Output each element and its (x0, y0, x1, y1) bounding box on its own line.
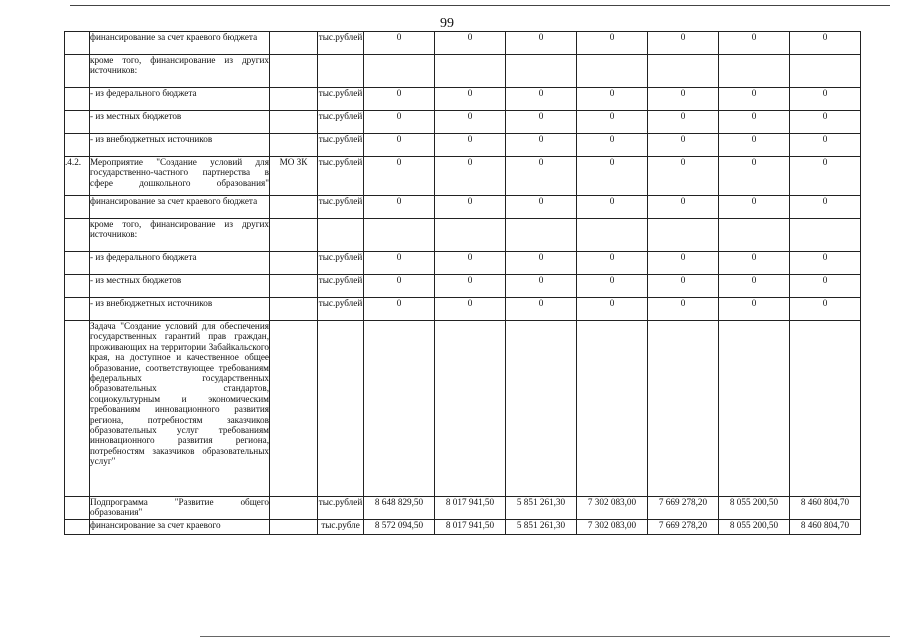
row-value-cell (435, 321, 506, 497)
table-row (65, 32, 861, 55)
row-value-cell (648, 219, 719, 252)
row-value-cell: 7 302 083,00 (577, 497, 648, 520)
row-description-cell: финансирование за счет краевого бюджета (90, 196, 270, 219)
row-executor-cell (270, 298, 318, 321)
row-unit-cell (318, 219, 364, 252)
row-value-cell: 0 (364, 275, 435, 298)
row-code-cell (65, 321, 90, 497)
row-value-cell: 0 (506, 111, 577, 134)
row-value-cell: 0 (506, 252, 577, 275)
row-executor-cell (270, 134, 318, 157)
row-value-cell: 0 (648, 32, 719, 55)
row-value-cell (790, 321, 861, 497)
row-description-cell: - из местных бюджетов (90, 111, 270, 134)
row-value-cell: 0 (648, 298, 719, 321)
row-unit-cell: тыс.рублей (318, 88, 364, 111)
row-value-cell: 8 055 200,50 (719, 497, 790, 520)
row-value-cell (790, 219, 861, 252)
row-description-cell: - из местных бюджетов (90, 275, 270, 298)
row-code-cell (65, 55, 90, 88)
row-value-cell: 0 (648, 275, 719, 298)
row-description-cell: - из внебюджетных источников (90, 298, 270, 321)
row-value-cell: 8 460 804,70 (790, 497, 861, 520)
row-value-cell: 0 (790, 32, 861, 55)
row-executor-cell (270, 111, 318, 134)
row-value-cell: 0 (577, 275, 648, 298)
row-unit-cell: тыс.рублей (318, 157, 364, 196)
row-value-cell (719, 55, 790, 88)
table-row (65, 321, 861, 497)
row-value-cell (790, 55, 861, 88)
row-value-cell: 5 851 261,30 (506, 497, 577, 520)
row-unit-cell: тыс.рублей (318, 134, 364, 157)
row-value-cell: 0 (719, 88, 790, 111)
row-value-cell: 0 (435, 111, 506, 134)
row-value-cell: 0 (506, 88, 577, 111)
row-value-cell: 0 (506, 32, 577, 55)
row-value-cell: 0 (435, 275, 506, 298)
table-row (65, 88, 861, 111)
row-code-cell (65, 252, 90, 275)
row-value-cell: 0 (577, 88, 648, 111)
row-description-cell: финансирование за счет краевого (90, 520, 270, 535)
row-value-cell: 0 (364, 157, 435, 196)
row-value-cell: 0 (790, 88, 861, 111)
row-executor-cell (270, 88, 318, 111)
row-value-cell (577, 219, 648, 252)
row-value-cell: 0 (577, 196, 648, 219)
row-value-cell: 0 (506, 275, 577, 298)
row-code-cell (65, 497, 90, 520)
table-row (65, 196, 861, 219)
table-row (65, 55, 861, 88)
row-executor-cell (270, 32, 318, 55)
row-unit-cell (318, 55, 364, 88)
table-row (65, 134, 861, 157)
row-value-cell: 0 (719, 298, 790, 321)
row-unit-cell: тыс.рублей (318, 275, 364, 298)
row-value-cell: 7 302 083,00 (577, 520, 648, 535)
row-unit-cell: тыс.рублей (318, 298, 364, 321)
row-value-cell (506, 219, 577, 252)
row-value-cell: 0 (648, 157, 719, 196)
row-description-cell: финансирование за счет краевого бюджета (90, 32, 270, 55)
row-executor-cell (270, 55, 318, 88)
row-unit-cell: тыс.рублей (318, 111, 364, 134)
row-value-cell: 0 (790, 134, 861, 157)
row-value-cell: 0 (790, 298, 861, 321)
row-value-cell: 0 (790, 111, 861, 134)
row-value-cell (506, 55, 577, 88)
row-executor-cell (270, 275, 318, 298)
row-value-cell (506, 321, 577, 497)
row-value-cell: 0 (577, 111, 648, 134)
row-value-cell (364, 321, 435, 497)
row-value-cell: 0 (648, 111, 719, 134)
row-unit-cell: тыс.рублей (318, 497, 364, 520)
row-code-cell (65, 219, 90, 252)
table-row (65, 219, 861, 252)
row-value-cell (577, 321, 648, 497)
row-value-cell: 0 (648, 134, 719, 157)
row-code-cell (65, 111, 90, 134)
row-value-cell: 0 (577, 157, 648, 196)
row-value-cell: 0 (790, 275, 861, 298)
row-description-cell: Задача "Создание условий для обеспечения государственных гарантий прав граждан, проживающих на территории Забайкальского края, на доступное и качественное общее образование, соответствующее требованиям федеральных государственных образовательных стандартов, социокультурным и экономическим требованиям инновационного развития региона, потребностям заказчиков образовательных услуг требованиям инновационного развития региона, потребностям заказчиков образовательных услуг" (90, 321, 270, 497)
row-value-cell: 8 460 804,70 (790, 520, 861, 535)
row-value-cell (435, 55, 506, 88)
row-value-cell: 0 (435, 157, 506, 196)
page-number: 99 (440, 16, 454, 31)
table-row (65, 520, 861, 535)
table-row (65, 275, 861, 298)
row-executor-cell (270, 321, 318, 497)
row-code-cell (65, 298, 90, 321)
row-value-cell (648, 55, 719, 88)
row-code-cell (65, 32, 90, 55)
row-value-cell: 0 (435, 88, 506, 111)
row-code-cell (65, 134, 90, 157)
row-value-cell: 8 017 941,50 (435, 520, 506, 535)
table-row (65, 298, 861, 321)
row-value-cell (364, 219, 435, 252)
row-value-cell: 0 (506, 157, 577, 196)
row-executor-cell (270, 196, 318, 219)
row-description-cell: - из федерального бюджета (90, 88, 270, 111)
row-code-cell: .4.2. (65, 157, 90, 196)
row-code-cell (65, 520, 90, 535)
row-executor-cell (270, 252, 318, 275)
row-value-cell: 0 (719, 111, 790, 134)
row-executor-cell (270, 497, 318, 520)
row-value-cell: 0 (506, 134, 577, 157)
row-value-cell: 0 (719, 275, 790, 298)
row-value-cell: 0 (719, 134, 790, 157)
row-value-cell: 0 (364, 134, 435, 157)
row-executor-cell: МО ЗК (270, 157, 318, 196)
row-value-cell: 7 669 278,20 (648, 497, 719, 520)
row-unit-cell: тыс.рубле (318, 520, 364, 535)
row-executor-cell (270, 219, 318, 252)
row-code-cell (65, 88, 90, 111)
row-value-cell: 0 (577, 252, 648, 275)
row-description-cell: - из внебюджетных источников (90, 134, 270, 157)
table-row (65, 111, 861, 134)
row-value-cell (364, 55, 435, 88)
row-value-cell: 8 572 094,50 (364, 520, 435, 535)
row-description-cell: Подпрограмма "Развитие общего образования" (90, 497, 270, 520)
row-value-cell: 0 (790, 157, 861, 196)
row-unit-cell: тыс.рублей (318, 32, 364, 55)
row-value-cell: 0 (648, 252, 719, 275)
row-description-cell: Мероприятие "Создание условий для государственно-частного партнерства в сфере дошкольного образования" (90, 157, 270, 196)
row-value-cell: 0 (790, 252, 861, 275)
row-value-cell: 0 (435, 252, 506, 275)
row-unit-cell: тыс.рублей (318, 252, 364, 275)
scan-artifact (36, 626, 64, 636)
row-value-cell: 0 (506, 298, 577, 321)
row-code-cell (65, 275, 90, 298)
row-value-cell (435, 219, 506, 252)
row-value-cell: 7 669 278,20 (648, 520, 719, 535)
row-value-cell: 0 (435, 134, 506, 157)
row-value-cell: 0 (577, 298, 648, 321)
row-value-cell: 0 (577, 32, 648, 55)
row-value-cell: 0 (719, 252, 790, 275)
row-value-cell: 8 648 829,50 (364, 497, 435, 520)
row-description-cell: кроме того, финансирование из других источников: (90, 55, 270, 88)
table-row (65, 157, 861, 196)
budget-table (64, 31, 861, 535)
row-description-cell: кроме того, финансирование из других источников: (90, 219, 270, 252)
row-value-cell: 0 (364, 252, 435, 275)
row-value-cell (648, 321, 719, 497)
row-value-cell: 0 (364, 88, 435, 111)
row-value-cell (577, 55, 648, 88)
bottom-rule (200, 636, 890, 637)
row-value-cell (719, 219, 790, 252)
row-value-cell: 0 (364, 196, 435, 219)
row-value-cell: 8 055 200,50 (719, 520, 790, 535)
row-value-cell: 0 (648, 88, 719, 111)
row-value-cell: 0 (364, 111, 435, 134)
top-rule (70, 5, 890, 6)
row-value-cell: 5 851 261,30 (506, 520, 577, 535)
table-row (65, 497, 861, 520)
row-value-cell: 0 (364, 32, 435, 55)
row-value-cell: 0 (577, 134, 648, 157)
row-value-cell: 0 (435, 196, 506, 219)
row-value-cell: 0 (790, 196, 861, 219)
row-code-cell (65, 196, 90, 219)
row-value-cell: 0 (719, 32, 790, 55)
row-value-cell: 0 (719, 196, 790, 219)
row-value-cell: 0 (435, 298, 506, 321)
table-row (65, 252, 861, 275)
row-unit-cell: тыс.рублей (318, 196, 364, 219)
row-value-cell: 0 (719, 157, 790, 196)
row-value-cell: 8 017 941,50 (435, 497, 506, 520)
row-unit-cell (318, 321, 364, 497)
row-executor-cell (270, 520, 318, 535)
row-value-cell: 0 (648, 196, 719, 219)
row-description-cell: - из федерального бюджета (90, 252, 270, 275)
row-value-cell: 0 (364, 298, 435, 321)
row-value-cell: 0 (506, 196, 577, 219)
row-value-cell (719, 321, 790, 497)
row-value-cell: 0 (435, 32, 506, 55)
